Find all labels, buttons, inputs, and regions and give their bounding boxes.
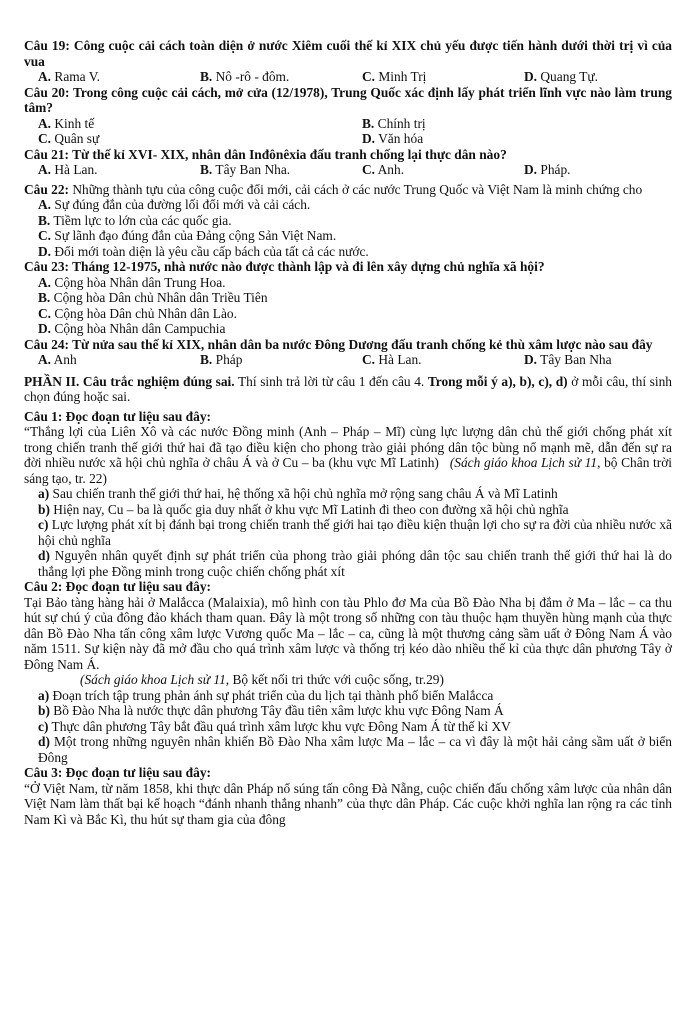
statement-c: c) Thực dân phương Tây bắt đầu quá trình xâm lược khu vực Đông Nam Á từ thế kỉ XV	[38, 718, 511, 734]
option-a: A. Sự đúng đắn của đường lối đổi mới và cải cách.	[38, 197, 311, 212]
option-a: A. Cộng hòa Nhân dân Trung Hoa.	[38, 274, 226, 290]
statement-b: b) Hiện nay, Cu – ba là quốc gia duy nhất ở khu vực Mĩ Latinh đi theo con đường xã hội chủ nghĩa	[38, 501, 569, 517]
option-c: C. Cộng hòa Dân chủ Nhân dân Lào.	[38, 305, 237, 321]
question-24-stem: Câu 24: Từ nửa sau thế kỉ XIX, nhân dân ba nước Đông Dương đấu tranh chống kẻ thù xâm lược nào sau đây	[24, 336, 653, 352]
statement-b: b) Bồ Đào Nha là nước thực dân phương Tây đầu tiên xâm lược khu vực Đông Nam Á	[38, 703, 504, 718]
option-d: D. Cộng hòa Nhân dân Campuchia	[38, 321, 226, 336]
question-20-options-row1	[24, 116, 672, 132]
question-24-options	[24, 352, 672, 368]
part2-heading: PHẦN II. Câu trắc nghiệm đúng sai. Thí sinh trả lời từ câu 1 đến câu 4. Trong mỗi ý a), b), c), d) ở mỗi câu, thí sinh chọn đúng hoặc sai.	[24, 373, 672, 404]
option-b: B. Nô -rô - đôm.	[200, 69, 290, 84]
part2-question-2-source: (Sách giáo khoa Lịch sử 11, Bộ kết nối tri thức với cuộc sống, tr.29)	[80, 672, 444, 687]
option-c: C. Anh.	[362, 162, 405, 177]
option-c: C. Minh Trị	[362, 69, 427, 84]
option-d: D. Văn hóa	[362, 131, 424, 146]
question-20-stem: Câu 20: Trong công cuộc cải cách, mở cửa (12/1978), Trung Quốc xác định lấy phát triển lĩnh vực nào làm trung tâm?	[24, 84, 672, 115]
option-c: C. Sự lãnh đạo đúng đắn của Đảng cộng Sản Việt Nam.	[38, 228, 337, 243]
exam-page	[24, 38, 672, 827]
option-b: B. Tây Ban Nha.	[200, 162, 291, 177]
question-22-stem: Câu 22: Những thành tựu của công cuộc đổi mới, cải cách ở các nước Trung Quốc và Việt Nam là minh chứng cho	[24, 181, 643, 197]
statement-c: c) Lực lượng phát xít bị đánh bại trong chiến tranh thế giới hai tạo điều kiện thuận lợi cho sự ra đời của nhiều nước xã hội chủ nghĩa	[38, 517, 672, 548]
statement-a: a) Sau chiến tranh thế giới thứ hai, hệ thống xã hội chủ nghĩa mở rộng sang châu Á và Mĩ Latinh	[38, 486, 558, 501]
question-21-stem: Câu 21: Từ thế kỉ XVI- XIX, nhân dân Inđônêxia đấu tranh chống lại thực dân nào?	[24, 146, 507, 162]
option-b: B. Pháp	[200, 352, 243, 367]
statement-a: a) Đoạn trích tập trung phản ánh sự phát triển của du lịch tại thành phố biển Malắcca	[38, 687, 494, 703]
question-19-options	[24, 69, 672, 85]
option-c: C. Hà Lan.	[362, 352, 422, 367]
option-b: B. Cộng hòa Dân chủ Nhân dân Triều Tiên	[38, 290, 268, 305]
part2-question-3-passage: “Ở Việt Nam, từ năm 1858, khi thực dân Pháp nổ súng tấn công Đà Nẵng, cuộc chiến đấu chống xâm lược của nhân dân Việt Nam làm thất bại kế hoạch “đánh nhanh thắng nhanh” của thực dân Pháp. Các cuộc khởi nghĩa lan rộng ra các tỉnh Nam Kì và Bắc Kì, thu hút sự tham gia của đông	[24, 780, 672, 827]
question-23-stem: Câu 23: Tháng 12-1975, nhà nước nào được thành lập và đi lên xây dựng chủ nghĩa xã hội?	[24, 259, 545, 274]
option-d: D. Quang Tự.	[524, 69, 598, 84]
option-a: A. Kinh tế	[38, 115, 95, 131]
question-19-stem: Câu 19: Công cuộc cải cách toàn diện ở nước Xiêm cuối thế kỉ XIX chủ yếu được tiến hành dưới thời trị vì của vua	[24, 38, 672, 69]
option-c: C. Quân sự	[38, 131, 100, 146]
option-a: A. Anh	[38, 352, 77, 367]
question-21-options	[24, 162, 672, 178]
statement-d: d) Một trong những nguyên nhân khiến Bồ Đào Nha xâm lược Ma – lắc – ca vì đây là một hải cảng sầm uất ở biển Đông	[38, 734, 672, 765]
part2-question-2-passage: Tại Bảo tàng hàng hải ở Malắcca (Malaixia), mô hình con tàu Phlo đơ Ma của Bồ Đào Nha bị đắm ở Ma – lắc – ca thu hút sự chú ý của đông đảo khách tham quan. Đây là một trong số những con tàu thuộc hạm thuyền hùng mạnh của thực dân Bồ Đào Nha tấn công xâm lược Vương quốc Ma – lắc – ca, cũng là một thương cảng sầm uất ở Đông Nam Á vào năm 1511. Sự kiện này đã mở đầu cho quá trình xâm lược và thống trị kéo dào nhiều thế kỉ của thực dân phương Tây ở Đông Nam Á.	[24, 594, 672, 672]
option-b: B. Tiềm lực to lớn của các quốc gia.	[38, 212, 232, 228]
option-a: A. Rama V.	[38, 69, 101, 84]
part2-question-1-heading: Câu 1: Đọc đoạn tư liệu sau đây:	[24, 408, 211, 424]
question-20-options-row2	[24, 131, 672, 147]
option-d: D. Đổi mới toàn diện là yêu cầu cấp bách của tất cả các nước.	[38, 243, 369, 259]
option-d: D. Pháp.	[524, 162, 571, 177]
statement-d: d) Nguyên nhân quyết định sự phát triển của phong trào giải phóng dân tộc sau chiến tranh thế giới thứ hai là do thắng lợi phe Đồng minh trong cuộc chiến chống phát xít	[38, 548, 672, 579]
option-d: D. Tây Ban Nha	[524, 352, 612, 367]
part2-question-3-heading: Câu 3: Đọc đoạn tư liệu sau đây:	[24, 765, 211, 780]
part2-question-1-passage: “Thắng lợi của Liên Xô và các nước Đồng minh (Anh – Pháp – Mĩ) cùng lực lượng dân chủ thế giới chống phát xít trong chiến tranh thế giới thứ hai đã tạo điều kiện cho phong trào giải phóng dân tộc bùng nổ mạnh mẽ, dẫn đến sự ra đời nhiều nước xã hội chủ nghĩa ở châu Á và ở Cu – ba (khu vực Mĩ Latinh) (Sách giáo khoa Lịch sử 11, bộ Chân trời sáng tạo, tr. 22)	[24, 424, 673, 486]
option-b: B. Chính trị	[362, 115, 426, 131]
option-a: A. Hà Lan.	[38, 162, 98, 177]
part2-question-2-heading: Câu 2: Đọc đoạn tư liệu sau đây:	[24, 579, 211, 594]
